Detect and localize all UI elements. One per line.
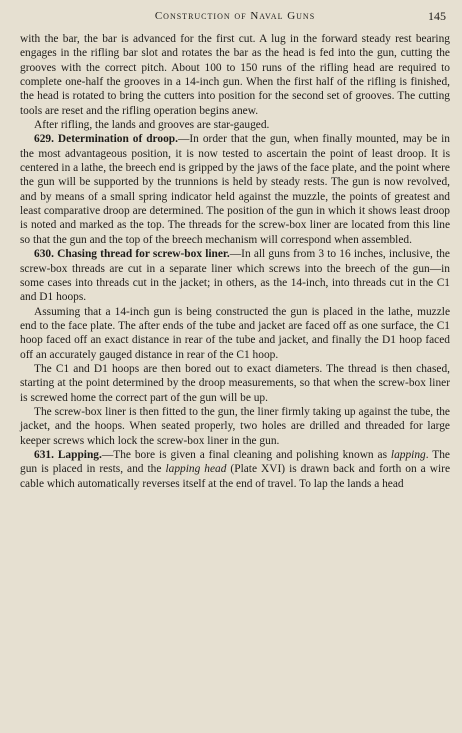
paragraph-630-assembly: Assuming that a 14-inch gun is being constructed the gun is placed in the lathe, muzzle end to the face plate. The after ends of the tube and jacket are faced off as one surface, the C1 hoop faced off an exact distance in rear of the tube and jacket, and finally the D1 hoop faced off an accurately gauged distance in rear of the C1 hoop. [20, 305, 450, 361]
section-631-text-b: . The gun is placed in rests, and the [20, 448, 450, 476]
section-629-text: —In order that the gun, when finally mounted, may be in the most advantageous position, it is now tested to ascertain the point of least droop. It is centered in a lathe, the breech end is gripped by the jaws of the face plate, and the point where the gun will be supported by the trunnions is held by steady rests. The gun is now revolved, and by means of a small spring indicator held against the muzzle, the points of greatest and least comparative droop are determined. The position of the gun in which it shows least droop is noted and marked as the top. The threads for the screw-box liner are located from this line so that the gun and the top of the breech mechanism will correspond when assembled. [20, 133, 451, 246]
page-number: 145 [428, 9, 446, 23]
section-630-text: —In all guns from 3 to 16 inches, inclusive, the screw-box threads are cut in a separate liner which screws into the breech of the gun—in some cases into threads cut in the jacket; in others, as the 14-inch, into threads cut in the C1 and D1 hoops. [20, 248, 450, 304]
page-body [20, 32, 450, 491]
section-629 [20, 132, 450, 247]
section-631-text-a: —The bore is given a final cleaning and polishing known as [101, 448, 391, 461]
section-631 [20, 448, 450, 491]
section-630 [20, 247, 450, 304]
paragraph-630-liner: The screw-box liner is then fitted to the gun, the liner firmly taking up against the tube, the jacket, and the hoops. When seated properly, two holes are drilled and threaded for large keeper screws which lock the screw-box liner in the gun. [20, 405, 450, 447]
section-631-text-c: (Plate XVI) is drawn back and forth on a wire cable which automatically reverses itself at the end of travel. To lap the lands a head [20, 463, 450, 490]
page-header [20, 10, 450, 32]
paragraph-630-boring: The C1 and D1 hoops are then bored out to exact diameters. The thread is then chased, starting at the point determined by the droop measurements, so that when the screw-box liner is screwed home the correct part of the gun will be up. [20, 362, 450, 404]
paragraph-rifling-continued: with the bar, the bar is advanced for the first cut. A lug in the forward steady rest bearing engages in the rifling bar slot and rotates the bar as the head is fed into the gun, cutting the grooves with the correct pitch. About 100 to 150 runs of the rifling head are required to complete one-half the grooves in a 14-inch gun. When the first half of the rifling is finished, the head is rotated to bring the cutters into position for the second set of grooves. The cutting tools are reset and the rifling operation begins anew. [20, 33, 450, 117]
running-head: Construction of Naval Guns [154, 10, 316, 22]
section-629-heading: 629. Determination of droop. [34, 133, 178, 146]
section-630-heading: 630. Chasing thread for screw-box liner. [34, 248, 230, 261]
section-631-term-lapping-head: lapping head [165, 463, 227, 476]
paragraph-star-gauged: After rifling, the lands and grooves are star-gauged. [34, 119, 270, 132]
section-631-heading: 631. Lapping. [34, 448, 102, 461]
section-631-term-lapping: lapping [390, 448, 426, 461]
